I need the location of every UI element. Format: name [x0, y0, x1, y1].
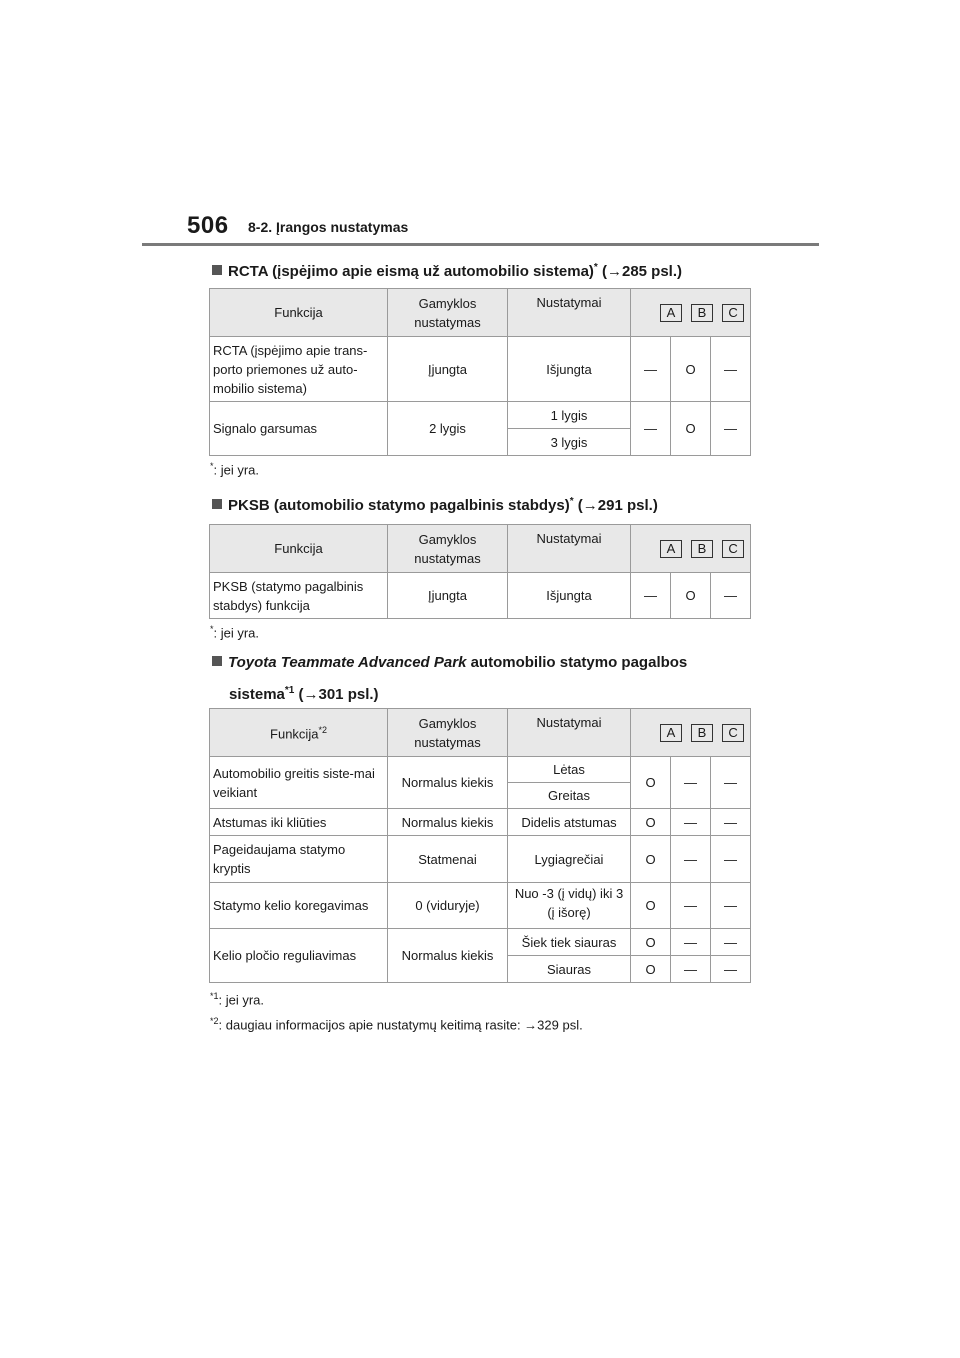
cell-a: O [631, 929, 671, 956]
col-header-gamyklos: Gamyklos nustatymas [388, 709, 508, 757]
col-a-label: A [660, 540, 682, 558]
col-b-label: B [691, 304, 713, 322]
cell-c: — [711, 929, 751, 956]
col-header-gamyklos: Gamyklos nustatymas [388, 525, 508, 573]
cell-nustatymai: Siauras [508, 956, 631, 983]
col-c-label: C [722, 304, 744, 322]
table-header-row [210, 525, 751, 573]
cell-b: — [671, 956, 711, 983]
cell-funkcija: RCTA (įspėjimo apie trans-porto priemones už auto-mobilio sistema) [210, 337, 388, 402]
cell-a: O [631, 883, 671, 929]
cell-nustatymai: Išjungta [508, 573, 631, 619]
cell-c: — [711, 337, 751, 402]
col-header-funkcija: Funkcija$^{*2}$ [210, 709, 388, 757]
col-header-abc [631, 709, 751, 757]
col-a-label: A [660, 304, 682, 322]
col-header-funkcija: Funkcija [210, 289, 388, 337]
cell-funkcija: Pageidaujama statymo kryptis [210, 836, 388, 883]
cell-gamyklos: Statmenai [388, 836, 508, 883]
cell-b: O [671, 573, 711, 619]
table-row [210, 883, 751, 929]
cell-c: — [711, 956, 751, 983]
cell-gamyklos: Įjungta [388, 337, 508, 402]
table-row [210, 929, 751, 956]
col-c-label: C [722, 540, 744, 558]
col-header-nustatymai: Nustatymai [508, 525, 631, 573]
cell-a: O [631, 757, 671, 809]
section-title: 8-2. Įrangos nustatymas [248, 219, 409, 235]
col-header-funkcija: Funkcija [210, 525, 388, 573]
cell-funkcija: Automobilio greitis siste-mai veikiant [210, 757, 388, 809]
pksb-footnote: *: jei yra. [210, 624, 260, 641]
col-header-nustatymai: Nustatymai [508, 289, 631, 337]
table-row [210, 809, 751, 836]
cell-b: — [671, 929, 711, 956]
cell-gamyklos: Normalus kiekis [388, 757, 508, 809]
cell-a: — [631, 402, 671, 456]
cell-b: — [671, 757, 711, 809]
col-header-abc [631, 289, 751, 337]
cell-nustatymai: Lėtas [508, 757, 631, 783]
cell-c: — [711, 402, 751, 456]
header-divider [142, 243, 819, 246]
cell-c: — [711, 757, 751, 809]
cell-gamyklos: Normalus kiekis [388, 809, 508, 836]
col-b-label: B [691, 724, 713, 742]
cell-gamyklos: 2 lygis [388, 402, 508, 456]
cell-gamyklos: Normalus kiekis [388, 929, 508, 983]
cell-funkcija: Kelio pločio reguliavimas [210, 929, 388, 983]
cell-b: O [671, 402, 711, 456]
page-number: 506 [187, 212, 229, 239]
park-heading: Toyota Teammate Advanced Park automobilio statymo pagalbos sistema$^{*1}$ (→301 psl.) [212, 651, 687, 707]
col-header-nustatymai: Nustatymai [508, 709, 631, 757]
table-row [210, 757, 751, 783]
cell-b: — [671, 883, 711, 929]
rcta-heading: RCTA (įspėjimo apie eismą už automobilio sistema)* (→285 psl.) [212, 256, 682, 284]
col-b-label: B [691, 540, 713, 558]
col-c-label: C [722, 724, 744, 742]
table-row [210, 836, 751, 883]
pksb-heading: PKSB (automobilio statymo pagalbinis stabdys)* (→291 psl.) [212, 490, 658, 518]
cell-c: — [711, 836, 751, 883]
cell-nustatymai: Didelis atstumas [508, 809, 631, 836]
cell-nustatymai: Šiek tiek siauras [508, 929, 631, 956]
table-header-row [210, 289, 751, 337]
cell-nustatymai: Išjungta [508, 337, 631, 402]
cell-a: — [631, 573, 671, 619]
table-row [210, 337, 751, 402]
cell-gamyklos: 0 (viduryje) [388, 883, 508, 929]
cell-gamyklos: Įjungta [388, 573, 508, 619]
cell-c: — [711, 573, 751, 619]
col-header-abc [631, 525, 751, 573]
cell-c: — [711, 883, 751, 929]
cell-nustatymai: 3 lygis [508, 429, 631, 456]
cell-b: O [671, 337, 711, 402]
cell-a: O [631, 809, 671, 836]
cell-funkcija: Atstumas iki kliūties [210, 809, 388, 836]
table-row [210, 573, 751, 619]
cell-nustatymai: Nuo -3 (į vidų) iki 3 (į išorę) [508, 883, 631, 929]
pksb-table [209, 524, 751, 619]
cell-funkcija: Signalo garsumas [210, 402, 388, 456]
col-header-gamyklos: Gamyklos nustatymas [388, 289, 508, 337]
cell-b: — [671, 809, 711, 836]
park-footnote-2: $^{*2}$: daugiau informacijos apie nustatymų keitimą rasite: →329 psl. [210, 1016, 583, 1033]
cell-b: — [671, 836, 711, 883]
bullet-square-icon [212, 265, 222, 275]
cell-c: — [711, 809, 751, 836]
cell-a: O [631, 836, 671, 883]
cell-nustatymai: 1 lygis [508, 402, 631, 429]
col-a-label: A [660, 724, 682, 742]
cell-nustatymai: Lygiagrečiai [508, 836, 631, 883]
bullet-square-icon [212, 499, 222, 509]
cell-a: — [631, 337, 671, 402]
cell-funkcija: Statymo kelio koregavimas [210, 883, 388, 929]
rcta-footnote: *: jei yra. [210, 461, 260, 478]
park-footnote-1: $^{*1}$: jei yra. [210, 991, 265, 1008]
table-row [210, 402, 751, 429]
park-table [209, 708, 751, 983]
cell-nustatymai: Greitas [508, 783, 631, 809]
rcta-table [209, 288, 751, 456]
bullet-square-icon [212, 656, 222, 666]
cell-funkcija: PKSB (statymo pagalbinis stabdys) funkcija [210, 573, 388, 619]
table-header-row [210, 709, 751, 757]
cell-a: O [631, 956, 671, 983]
